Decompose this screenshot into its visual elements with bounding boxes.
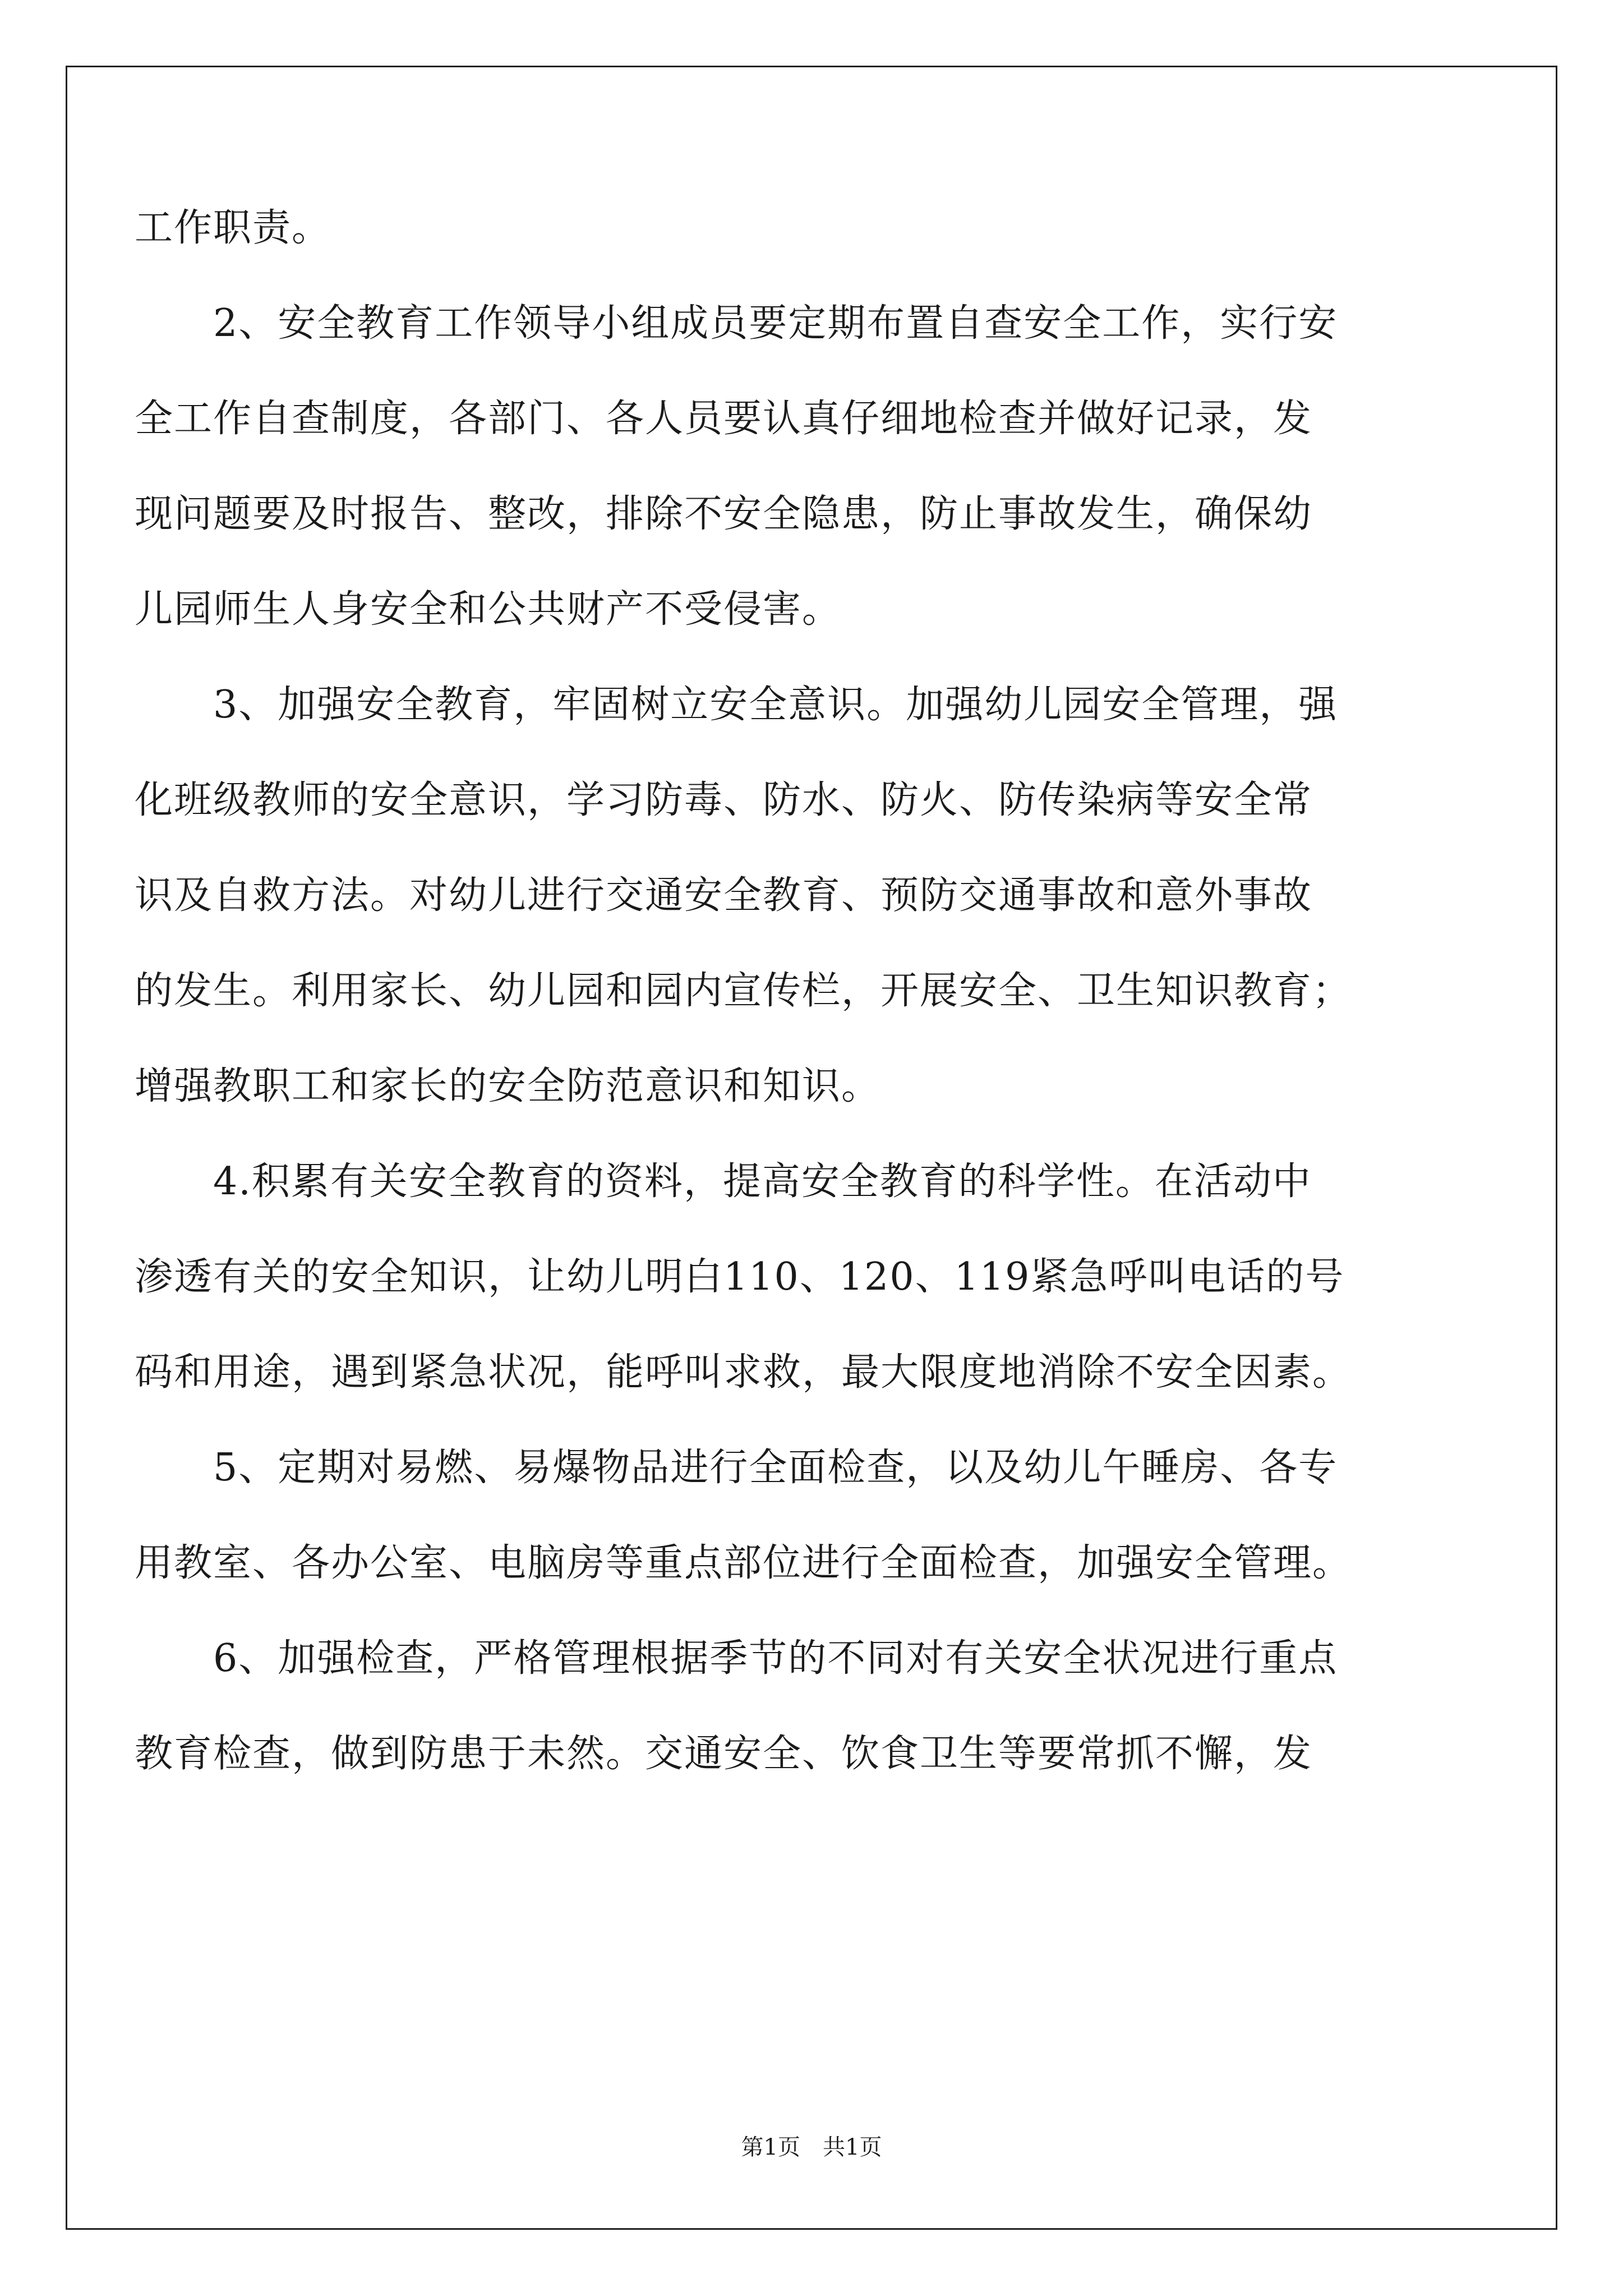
text-line: 化班级教师的安全意识，学习防毒、防水、防火、防传染病等安全常 — [135, 778, 1313, 822]
text-line: 码和用途，遇到紧急状况，能呼叫求救，最大限度地消除不安全因素。 — [135, 1350, 1352, 1395]
text-line: 3、加强安全教育，牢固树立安全意识。加强幼儿园安全管理，强 — [135, 683, 1338, 727]
text-line: 2、安全教育工作领导小组成员要定期布置自查安全工作，实行安 — [135, 301, 1338, 346]
text-line: 工作职责。 — [135, 206, 331, 250]
text-line: 5、定期对易燃、易爆物品进行全面检查，以及幼儿午睡房、各专 — [135, 1446, 1338, 1490]
text-line: 儿园师生人身安全和公共财产不受侵害。 — [135, 587, 842, 632]
text-line: 4.积累有关安全教育的资料，提高安全教育的科学性。在活动中 — [135, 1159, 1312, 1204]
text-line: 用教室、各办公室、电脑房等重点部位进行全面检查，加强安全管理。 — [135, 1541, 1352, 1585]
text-line: 的发生。利用家长、幼儿园和园内宣传栏，开展安全、卫生知识教育； — [135, 969, 1352, 1013]
text-line: 现问题要及时报告、整改，排除不安全隐患，防止事故发生，确保幼 — [135, 492, 1313, 536]
text-line: 全工作自查制度，各部门、各人员要认真仔细地检查并做好记录，发 — [135, 397, 1313, 441]
text-line: 教育检查，做到防患于未然。交通安全、饮食卫生等要常抓不懈，发 — [135, 1732, 1313, 1776]
text-line: 渗透有关的安全知识，让幼儿明白110、120、119紧急呼叫电话的号 — [135, 1255, 1345, 1299]
page-border — [66, 66, 1557, 2230]
text-line: 识及自救方法。对幼儿进行交通安全教育、预防交通事故和意外事故 — [135, 873, 1313, 918]
text-line: 6、加强检查，严格管理根据季节的不同对有关安全状况进行重点 — [135, 1636, 1338, 1681]
text-line: 增强教职工和家长的安全防范意识和知识。 — [135, 1064, 881, 1108]
page-footer: 第1页 共1页 — [741, 2134, 882, 2160]
